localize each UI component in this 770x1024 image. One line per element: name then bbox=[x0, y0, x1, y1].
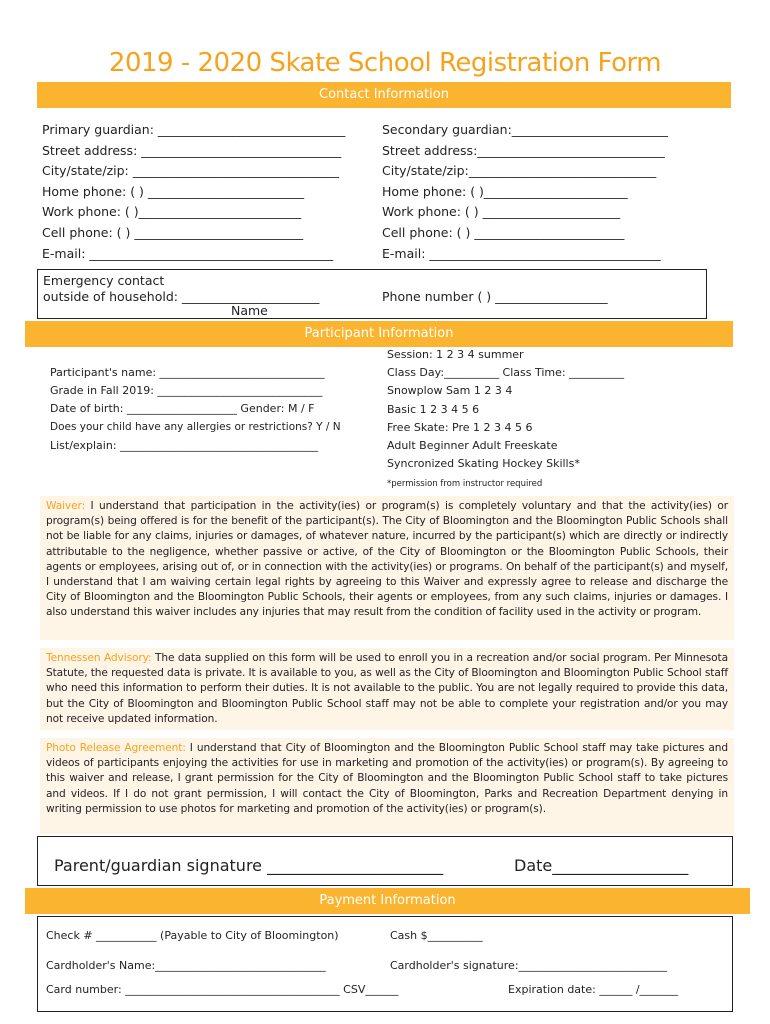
cash-field[interactable]: Cash $__________ bbox=[390, 929, 483, 942]
dob-gender-field[interactable]: Date of birth: ____________________ Gender: M / F bbox=[50, 402, 315, 416]
emergency-contact-label: Emergency contact bbox=[43, 273, 165, 288]
emergency-name-caption: Name bbox=[231, 303, 268, 318]
guardian-signature-field[interactable]: Parent/guardian signature ______________________ bbox=[54, 856, 444, 875]
contact-right-column bbox=[382, 122, 732, 266]
signature-date-field[interactable]: Date_________________ bbox=[514, 856, 689, 875]
cardholder-signature-field[interactable]: Cardholder's signature:___________________________ bbox=[390, 959, 668, 972]
grade-field[interactable]: Grade in Fall 2019: ______________________________ bbox=[50, 384, 323, 398]
secondary-cell-phone-field[interactable]: Cell phone: ( ) ________________________ bbox=[382, 224, 625, 240]
contact-section-header: Contact Information bbox=[37, 82, 731, 108]
cell-phone-field[interactable]: Cell phone: ( ) ___________________________ bbox=[42, 224, 304, 240]
participant-section-header: Participant Information bbox=[25, 321, 733, 347]
photo-release-paragraph bbox=[40, 738, 734, 834]
participant-left-column bbox=[50, 366, 380, 457]
synchro-hockey-options[interactable]: Syncronized Skating Hockey Skills* bbox=[387, 457, 580, 471]
participant-right-column bbox=[387, 348, 737, 489]
list-explain-field[interactable]: List/explain: ____________________________________ bbox=[50, 438, 319, 452]
street-address-field[interactable]: Street address: ________________________________ bbox=[42, 142, 342, 158]
work-phone-field[interactable]: Work phone: ( )__________________________ bbox=[42, 204, 302, 220]
check-number-field[interactable]: Check # ___________ (Payable to City of Bloomington) bbox=[46, 929, 339, 942]
cardholder-name-field[interactable]: Cardholder's Name:_______________________________ bbox=[46, 959, 326, 972]
waiver-lead: Waiver: bbox=[46, 500, 86, 512]
free-skate-options[interactable]: Free Skate: Pre 1 2 3 4 5 6 bbox=[387, 420, 533, 434]
signature-box bbox=[37, 836, 733, 886]
emergency-contact-box bbox=[37, 269, 707, 319]
adult-options[interactable]: Adult Beginner Adult Freeskate bbox=[387, 438, 558, 452]
payment-section-header: Payment Information bbox=[25, 888, 750, 914]
allergies-question[interactable]: Does your child have any allergies or restrictions? Y / N bbox=[50, 420, 341, 433]
primary-guardian-field[interactable]: Primary guardian: ______________________________ bbox=[42, 122, 346, 137]
waiver-text: I understand that participation in the activity(ies) or program(s) is completely voluntary and that the activity(ies) or program(s) being offered is for the benefit of the participant(s). The City of Bloomington and the Bloomington Public Schools shall not be liable for any claims, injuries or damages, of whatever nature, incurred by the participant(s) which are directly or indirectly attributable to the negligence, whether passive or active, of the City of Bloomington or the Bloomington Public Schools, their agents or employees, arising out of, or in connection with the activity(ies) or programs. On behalf of the participant(s) and myself, I understand that I am waiving certain legal rights by agreeing to this Waiver and expressly agree to release and discharge the City of Bloomington and the Bloomington Public Schools, their agents or employees, from any such claims, injuries or damages. I also understand this waiver includes any injuries that may result from the condition of facility used in the activity or program. bbox=[46, 500, 728, 619]
home-phone-field[interactable]: Home phone: ( ) _________________________ bbox=[42, 183, 305, 199]
snowplow-sam-options[interactable]: Snowplow Sam 1 2 3 4 bbox=[387, 384, 513, 398]
contact-left-column bbox=[42, 122, 382, 266]
permission-note: *permission from instructor required bbox=[387, 479, 543, 490]
emergency-contact-field[interactable]: outside of household: ______________________ bbox=[43, 289, 320, 304]
secondary-guardian-field[interactable]: Secondary guardian:_________________________ bbox=[382, 122, 669, 137]
tennessen-paragraph bbox=[40, 648, 734, 730]
secondary-home-phone-field[interactable]: Home phone: ( )_______________________ bbox=[382, 183, 628, 199]
email-field[interactable]: E-mail: _______________________________________ bbox=[42, 245, 334, 261]
participant-name-field[interactable]: Participant's name: ______________________________ bbox=[50, 366, 325, 379]
waiver-paragraph bbox=[40, 496, 734, 640]
card-number-field[interactable]: Card number: _______________________________________ CSV______ bbox=[46, 983, 399, 996]
photo-release-text: I understand that City of Bloomington and the Bloomington Public School staff may take pictures and videos of participants enjoying the activities for use in marketing and promotion of the activity(ies) or program(s). By agreeing to this waiver and release, I grant permission for the City of Bloomington and the Bloomington Public School staff to take pictures and videos. If I do not grant permission, I will contact the City of Bloomington, Parks and Recreation Department denying in writing permission to use photos for marketing and promotion of the activity(ies) or program(s). bbox=[46, 742, 728, 815]
basic-options[interactable]: Basic 1 2 3 4 5 6 bbox=[387, 402, 480, 416]
secondary-city-state-zip-field[interactable]: City/state/zip:______________________________ bbox=[382, 163, 657, 179]
secondary-work-phone-field[interactable]: Work phone: ( ) ______________________ bbox=[382, 204, 621, 220]
emergency-phone-field[interactable]: Phone number ( ) __________________ bbox=[382, 289, 608, 304]
expiration-date-field[interactable]: Expiration date: ______ /_______ bbox=[508, 983, 679, 996]
session-options[interactable]: Session: 1 2 3 4 summer bbox=[387, 348, 524, 361]
secondary-street-address-field[interactable]: Street address:______________________________ bbox=[382, 142, 665, 158]
photo-release-lead: Photo Release Agreement: bbox=[46, 742, 186, 754]
payment-box bbox=[37, 916, 733, 1012]
city-state-zip-field[interactable]: City/state/zip: _________________________________ bbox=[42, 163, 339, 179]
secondary-email-field[interactable]: E-mail: _____________________________________ bbox=[382, 245, 661, 261]
class-day-time-field[interactable]: Class Day:__________ Class Time: __________ bbox=[387, 366, 625, 380]
tennessen-text: The data supplied on this form will be used to enroll you in a recreation and/or social program. Per Minnesota Statute, the requested data is private. It is available to you, as well as the City of Bloomington and Bloomington Public School staff who need this information to perform their duties. It is not available to the public. You are not legally required to provide this data, but the City of Bloomington and Bloomington Public School staff may not be able to complete your registration and/or you may not receive updated information. bbox=[46, 652, 729, 725]
tennessen-lead: Tennessen Advisory: bbox=[46, 652, 152, 664]
form-title: 2019 - 2020 Skate School Registration Form bbox=[108, 48, 662, 78]
